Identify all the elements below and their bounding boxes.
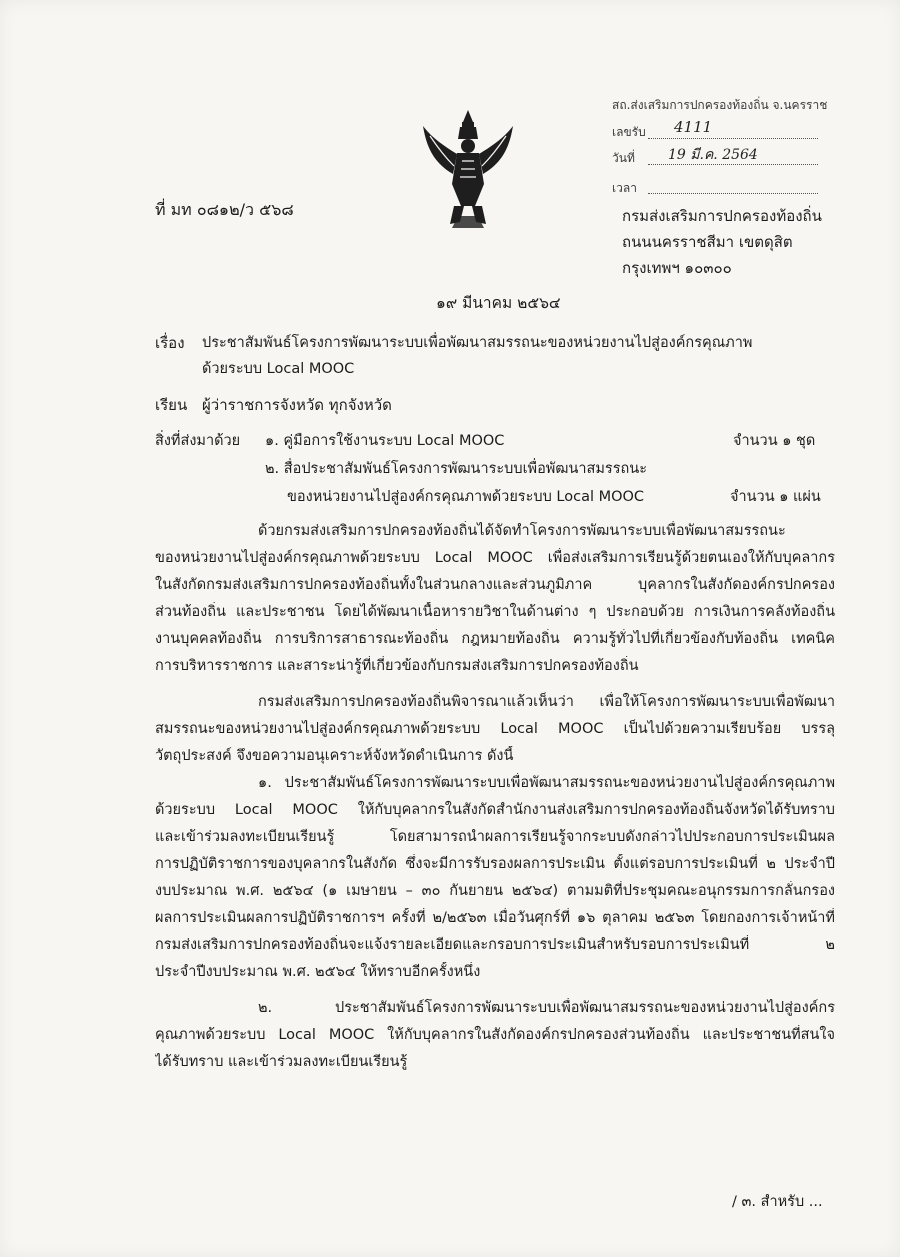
stamp-number-value: 4111	[674, 118, 713, 136]
paragraph-1-line-6: การบริหารราชการ และสาระน่ารู้ที่เกี่ยวข้องกับกรมส่งเสริมการปกครองท้องถิ่น	[155, 658, 639, 674]
sender-line-2: ถนนนครราชสีมา เขตดุสิต	[622, 233, 793, 251]
paragraph-3-line-3: และเข้าร่วมลงทะเบียนเรียนรู้ โดยสามารถนำผลการเรียนรู้จากระบบดังกล่าวไปประกอบการประเมินผล	[155, 829, 835, 845]
paragraph-2-line-1: กรมส่งเสริมการปกครองท้องถิ่นพิจารณาแล้วเห็นว่า เพื่อให้โครงการพัฒนาระบบเพื่อพัฒนา	[258, 694, 835, 710]
paragraph-3-line-5: งบประมาณ พ.ศ. ๒๕๖๔ (๑ เมษายน – ๓๐ กันยายน ๒๕๖๔) ตามมติที่ประชุมคณะอนุกรรมการกลั่นกรอง	[155, 883, 835, 899]
document-date: ๑๙ มีนาคม ๒๕๖๔	[436, 294, 561, 312]
paragraph-1-line-3: ในสังกัดกรมส่งเสริมการปกครองท้องถิ่นทั้งในส่วนกลางและส่วนภูมิภาค บุคลากรในสังกัดองค์กรปกครอง	[155, 577, 835, 593]
paragraph-3-line-2: ด้วยระบบ Local MOOC ให้กับบุคลากรในสังกัดสำนักงานส่งเสริมการปกครองท้องถิ่นจังหวัดได้รับทราบ	[155, 802, 835, 818]
enclosure-item-1: ๑. คู่มือการใช้งานระบบ Local MOOC	[265, 433, 505, 449]
stamp-number-line	[648, 138, 818, 139]
paragraph-2-line-3: วัตถุประสงค์ จึงขอความอนุเคราะห์จังหวัดดำเนินการ ดังนี้	[155, 748, 514, 764]
paragraph-3-line-4: การปฏิบัติราชการของบุคลากรในสังกัด ซึ่งจะมีการรับรองผลการประเมิน ตั้งแต่รอบการประเมินที่ ๒ ประจำปี	[155, 856, 835, 872]
enclosure-item-2-quantity: จำนวน ๑ แผ่น	[730, 489, 821, 505]
paragraph-1-line-2: ของหน่วยงานไปสู่องค์กรคุณภาพด้วยระบบ Local MOOC เพื่อส่งเสริมการเรียนรู้ด้วยตนเองให้กับบุคลากร	[155, 550, 835, 566]
enclosure-item-2-line-2: ของหน่วยงานไปสู่องค์กรคุณภาพด้วยระบบ Local MOOC	[287, 489, 645, 505]
paragraph-4-line-2: คุณภาพด้วยระบบ Local MOOC ให้กับบุคลากรในสังกัดองค์กรปกครองส่วนท้องถิ่น และประชาชนที่สนใจ	[155, 1027, 835, 1043]
subject-line-1: ประชาสัมพันธ์โครงการพัฒนาระบบเพื่อพัฒนาสมรรถนะของหน่วยงานไปสู่องค์กรคุณภาพ	[202, 335, 753, 351]
paragraph-3-line-7: กรมส่งเสริมการปกครองท้องถิ่นจะแจ้งรายละเอียดและกรอบการประเมินสำหรับรอบการประเมินที่ ๒	[155, 937, 835, 953]
subject-line-2: ด้วยระบบ Local MOOC	[202, 361, 355, 377]
paragraph-2-line-2: สมรรถนะของหน่วยงานไปสู่องค์กรคุณภาพด้วยระบบ Local MOOC เป็นไปด้วยความเรียบร้อย บรรลุ	[155, 721, 835, 737]
recipient-value: ผู้ว่าราชการจังหวัด ทุกจังหวัด	[202, 396, 392, 414]
paragraph-1-line-5: งานบุคคลท้องถิ่น การบริการสาธารณะท้องถิ่น กฎหมายท้องถิ่น ความรู้ทั่วไปที่เกี่ยวข้องกับท้องถิ่น เทคนิค	[155, 631, 835, 647]
enclosure-item-2-line-1: ๒. สื่อประชาสัมพันธ์โครงการพัฒนาระบบเพื่อพัฒนาสมรรถนะ	[265, 461, 647, 477]
stamp-time-line	[648, 193, 818, 194]
sender-line-3: กรุงเทพฯ ๑๐๓๐๐	[622, 259, 732, 277]
paragraph-4-line-1: ๒. ประชาสัมพันธ์โครงการพัฒนาระบบเพื่อพัฒนาสมรรถนะของหน่วยงานไปสู่องค์กร	[258, 1000, 835, 1016]
reference-number: ที่ มท ๐๘๑๒/ว ๕๖๘	[155, 200, 294, 219]
paragraph-1-line-1: ด้วยกรมส่งเสริมการปกครองท้องถิ่นได้จัดทำโครงการพัฒนาระบบเพื่อพัฒนาสมรรถนะ	[258, 523, 786, 539]
stamp-date-label: วันที่	[612, 151, 635, 165]
sender-line-1: กรมส่งเสริมการปกครองท้องถิ่น	[622, 207, 822, 225]
stamp-date-value: 19 มี.ค. 2564	[668, 147, 758, 163]
paragraph-4-line-3: ได้รับทราบ และเข้าร่วมลงทะเบียนเรียนรู้	[155, 1054, 408, 1070]
stamp-number-label: เลขรับ	[612, 125, 646, 139]
paragraph-3-line-6: ผลการประเมินผลการปฏิบัติราชการฯ ครั้งที่ ๒/๒๕๖๓ เมื่อวันศุกร์ที่ ๑๖ ตุลาคม ๒๕๖๓ โดยกองการเจ้าหน้าที่	[155, 910, 835, 926]
paragraph-3-line-8: ประจำปีงบประมาณ พ.ศ. ๒๕๖๔ ให้ทราบอีกครั้งหนึ่ง	[155, 964, 481, 980]
garuda-emblem-icon	[420, 106, 516, 228]
recipient-label: เรียน	[155, 396, 188, 414]
enclosure-item-1-quantity: จำนวน ๑ ชุด	[733, 433, 816, 449]
paragraph-3-line-1: ๑. ประชาสัมพันธ์โครงการพัฒนาระบบเพื่อพัฒนาสมรรถนะของหน่วยงานไปสู่องค์กรคุณภาพ	[258, 775, 835, 791]
enclosures-label: สิ่งที่ส่งมาด้วย	[155, 433, 241, 449]
subject-label: เรื่อง	[155, 334, 185, 352]
stamp-time-label: เวลา	[612, 181, 637, 195]
paragraph-1-line-4: ส่วนท้องถิ่น และประชาชน โดยได้พัฒนาเนื้อหารายวิชาในด้านต่าง ๆ ประกอบด้วย การเงินการคลังท้องถิ่น	[155, 604, 835, 620]
stamp-office: สถ.ส่งเสริมการปกครองท้องถิ่น จ.นครราช	[612, 98, 828, 112]
continuation-note: / ๓. สำหรับ ...	[732, 1194, 823, 1210]
